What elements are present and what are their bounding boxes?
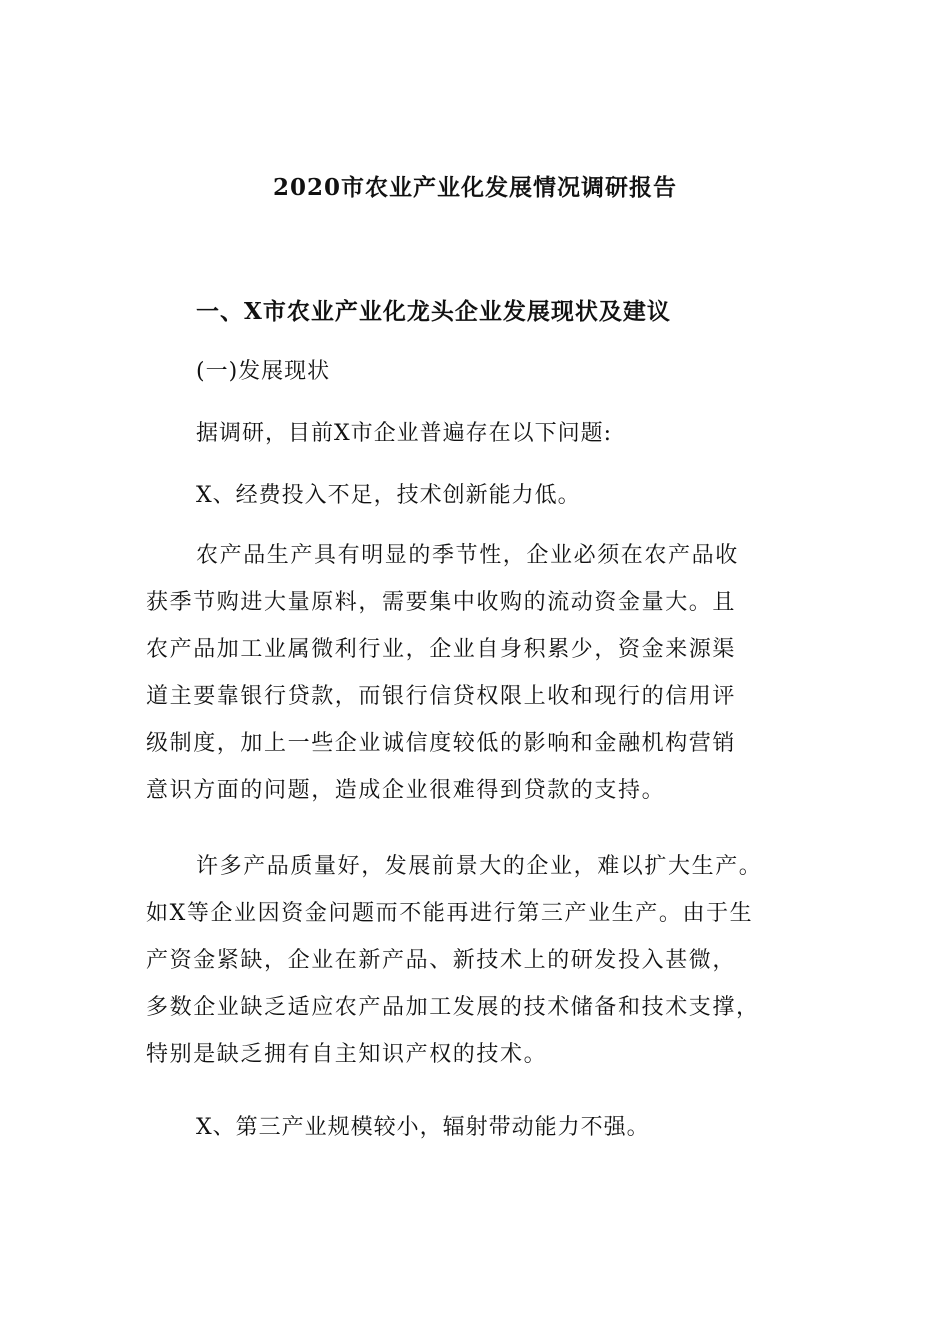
paragraph-2-line: 产资金紧缺，企业在新产品、新技术上的研发投入甚微， [146,948,737,973]
paragraph-1-line: 意识方面的问题，造成企业很难得到贷款的支持。 [146,778,666,803]
paragraph-1-line: 级制度，加上一些企业诚信度较低的影响和金融机构营销 [146,731,737,756]
paragraph-1-line: 获季节购进大量原料，需要集中收购的流动资金量大。且 [146,590,737,615]
section-heading: 一、X市农业产业化龙头企业发展现状及建议 [196,298,671,325]
subheading: (一)发展现状 [196,359,331,384]
paragraph-2-line: 多数企业缺乏适应农产品加工发展的技术储备和技术支撑， [146,995,760,1020]
paragraph-2-line: 如X等企业因资金问题而不能再进行第三产业生产。由于生 [146,901,754,926]
point-2-title: X、第三产业规模较小，辐射带动能力不强。 [196,1115,650,1140]
point-1-title: X、经费投入不足，技术创新能力低。 [196,483,581,508]
paragraph-1-line: 道主要靠银行贷款，而银行信贷权限上收和现行的信用评 [146,684,737,709]
document-title: 2020市农业产业化发展情况调研报告 [272,174,677,201]
paragraph-1-line: 农产品生产具有明显的季节性，企业必须在农产品收 [196,543,739,568]
paragraph-1 [146,532,826,814]
intro-text: 据调研，目前X市企业普遍存在以下问题: [196,421,613,446]
paragraph-2-line: 许多产品质量好，发展前景大的企业，难以扩大生产。 [196,854,763,879]
paragraph-1-line: 农产品加工业属微利行业，企业自身积累少，资金来源渠 [146,637,737,662]
paragraph-2-line: 特别是缺乏拥有自主知识产权的技术。 [146,1042,548,1067]
paragraph-2 [146,843,826,1078]
